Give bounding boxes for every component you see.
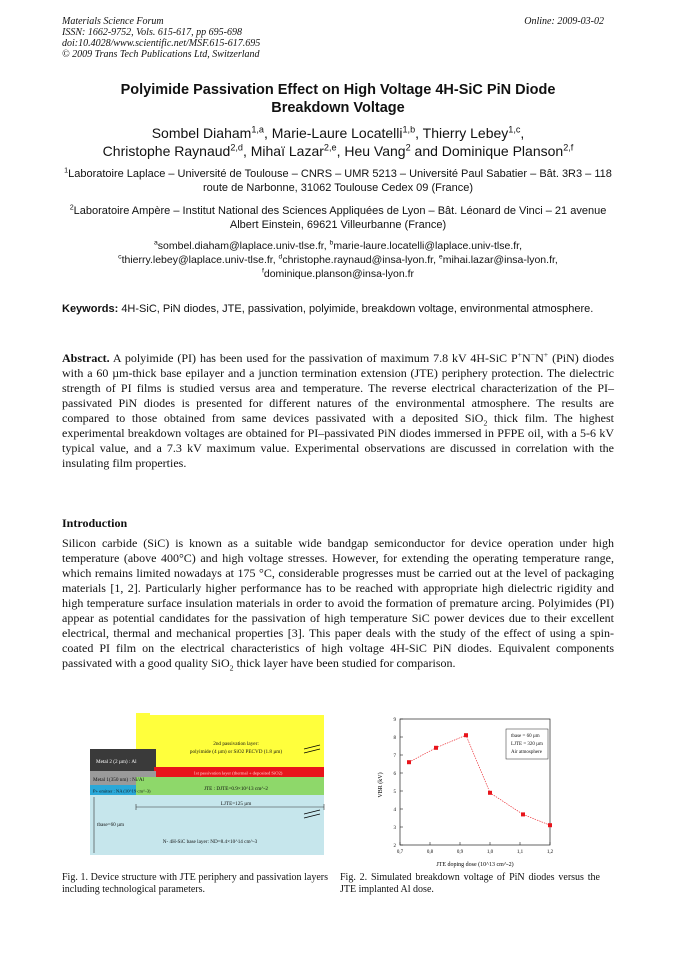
online-date: Online: 2009-03-02 xyxy=(524,16,604,27)
x-tick-label: 1,0 xyxy=(486,850,494,855)
data-point xyxy=(434,746,438,750)
email: mihai.lazar@insa-lyon.fr, xyxy=(442,254,558,266)
ljte-label: LJTE=125 µm xyxy=(220,801,252,807)
x-tick-label: 0,9 xyxy=(456,850,464,855)
author: Dominique Planson xyxy=(441,143,564,159)
pass2-label-1: 2nd passivation layer: xyxy=(213,741,259,747)
email: dominique.planson@insa-lyon.fr xyxy=(263,268,415,280)
data-point xyxy=(548,823,552,827)
doi-line: doi:10.4028/www.scientific.net/MSF.615-617.695 xyxy=(62,38,261,49)
y-tick-label: 5 xyxy=(393,789,396,795)
y-tick-label: 9 xyxy=(393,717,396,723)
author: Christophe Raynaud xyxy=(102,143,231,159)
email: sombel.diaham@laplace.univ-tlse.fr, xyxy=(157,240,327,252)
emitter-label: P+ emitter : NA (10^19 cm^-3) xyxy=(93,788,151,794)
y-tick-label: 3 xyxy=(393,825,396,831)
y-tick-label: 6 xyxy=(393,771,396,777)
running-header xyxy=(62,16,260,60)
device-structure-figure xyxy=(88,713,328,863)
x-tick-label: 1,2 xyxy=(546,850,554,855)
figure-2-caption: Fig. 2. Simulated breakdown voltage of PiN diodes versus the JTE implanted Al dose. xyxy=(340,872,600,895)
base-layer xyxy=(90,795,324,855)
section-heading: Introduction xyxy=(62,516,128,530)
y-tick-label: 4 xyxy=(393,807,396,813)
y-axis-label: VBR (kV) xyxy=(378,772,384,798)
passivation-layer-2-tab xyxy=(136,713,150,719)
author: Heu Vang xyxy=(344,143,406,159)
email: thierry.lebey@laplace.univ-tlse.fr, xyxy=(121,254,276,266)
keywords: Keywords: 4H-SiC, PiN diodes, JTE, passivation, polyimide, breakdown voltage, environmental atmosphere. xyxy=(62,303,594,315)
author: Thierry Lebey xyxy=(422,125,509,141)
email: christophe.raynaud@insa-lyon.fr, xyxy=(282,254,436,266)
affiliation-2: $^2$Laboratoire Ampère – Institut National des Sciences Appliquées de Lyon – Bât. Léonard de Vinci – 21 avenue Albert Einstein, 69621 Villeurbanne (France) xyxy=(69,203,607,231)
affiliation-1: $^1$Laboratoire Laplace – Université de Toulouse – CNRS – UMR 5213 – Université Paul Sabatier – Bât. 3R3 – 118 route de Narbonne, 31062 Toulouse Cedex 09 (France) xyxy=(64,166,612,194)
email-list: $^a$sombel.diaham@laplace.univ-tlse.fr, $^b$marie-laure.locatelli@laplace.univ-tlse.fr, $^c$thierry.lebey@laplace.univ-tlse.fr, $^d$christophe.raynaud@insa-lyon.fr, $^e$mihai.lazar@insa-lyon.fr, $^f$dominique.planson@insa-lyon.fr xyxy=(118,239,558,280)
tbase-label: tbase=60 µm xyxy=(97,822,125,828)
author: Mihaï Lazar xyxy=(250,143,324,159)
y-tick-label: 2 xyxy=(393,843,396,849)
x-axis-label: JTE doping dose (10^13 cm^-2) xyxy=(436,862,514,868)
email: marie-laure.locatelli@laplace.univ-tlse.fr, xyxy=(333,240,522,252)
abstract: Abstract. A polyimide (PI) has been used for the passivation of maximum 7.8 kV 4H-SiC P+N−N+ (PiN) diodes with a 60 µm-thick base epilayer and a junction termination extension (JTE) periphery protection. The dielectric strength of PI films is studied versus area and temperature. The reverse electrical characterization of the PI–passivated PiN diodes is presented for different natures of the environmental atmosphere. The results are compared to those obtained from same devices passivated with a deposited SiO$_2$ thick film. The highest experimental breakdown voltages are obtained for PI–passivated PiN diodes immersed in PFPE oil, with a 5-6 kV typical value, and a 7.3 kV maximum value. Experimental observations are discussed in correlation with the insulating film properties. xyxy=(62,350,615,470)
x-tick-label: 1,1 xyxy=(516,850,524,855)
copyright-line: © 2009 Trans Tech Publications Ltd, Switzerland xyxy=(62,49,260,60)
journal-name: Materials Science Forum xyxy=(62,16,164,27)
abstract-label: Abstract. xyxy=(62,351,110,365)
paper-title: Polyimide Passivation Effect on High Voltage 4H-SiC PiN Diode Breakdown Voltage xyxy=(120,82,556,116)
pass2-label-2: polyimide (4 µm) or SiO2 PECVD (1.8 µm) xyxy=(189,749,283,755)
breakdown-voltage-chart xyxy=(360,713,560,873)
metal-1-label: Metal 1(350 nm) : Ni/Al xyxy=(93,777,145,783)
x-tick-label: 0,8 xyxy=(426,850,434,855)
issn-line: ISSN: 1662-9752, Vols. 615-617, pp 695-698 xyxy=(62,27,242,38)
jte-label: JTE : DJTE=0.9×10^13 cm^-2 xyxy=(203,786,269,792)
y-tick-label: 8 xyxy=(393,735,396,741)
introduction-text: Silicon carbide (SiC) is known as a suitable wide bandgap semiconductor for device operation under high temperature (above 400°C) and high voltage stresses. However, for extending the operating temperature range, which remains limited nowadays at 175 °C, considerable progresses must be carried out at the level of packaging materials [1, 2]. Particularly higher performance has to be reached with appropriate high dielectric rigidity and high temperature surface insulation materials in order to avoid the formation of premature arcing. Polyimides (PI) appear as potential candidates for the passivation of high temperature SiC power devices due to their excellent electrical, thermal and mechanical properties [3]. This paper deals with the study of the effect of using a spin-coated PI film on the electrical characteristics of high voltage 4H-SiC PiN diodes. Equivalent components passivated with a good quality SiO$_2$ thick layer have been studied for comparison. xyxy=(62,536,614,673)
legend-line-3: Air atmosphere xyxy=(511,750,542,755)
metal-2-label: Metal 2 (2 µm) : Al xyxy=(96,759,137,765)
base-label: N- 4H-SiC base layer: ND=8.4×10^14 cm^-3 xyxy=(162,839,258,845)
data-point xyxy=(407,760,411,764)
author-list: Sombel Diaham$^{1,a}$, Marie-Laure Locatelli$^{1,b}$, Thierry Lebey$^{1,c}$, Christophe Raynaud$^{2,d}$, Mihaï Lazar$^{2,e}$, Heu Vang$^2$ and Dominique Planson$^{2,f}$ xyxy=(102,124,574,159)
x-tick-label: 0,7 xyxy=(396,850,404,855)
series-line xyxy=(409,735,550,825)
data-point xyxy=(464,733,468,737)
data-point xyxy=(488,791,492,795)
author: Sombel Diaham xyxy=(151,125,252,141)
data-point xyxy=(521,812,525,816)
pass1-label: 1st passivation layer (thermal + deposited SiO2) xyxy=(193,770,283,776)
legend-line-2: LJTE = 320 µm xyxy=(511,742,543,747)
figure-1-caption: Fig. 1. Device structure with JTE periphery and passivation layers including technological parameters. xyxy=(62,872,328,895)
y-tick-label: 7 xyxy=(393,753,396,759)
legend-line-1: tbase = 60 µm xyxy=(511,734,540,739)
author: Marie-Laure Locatelli xyxy=(271,125,403,141)
